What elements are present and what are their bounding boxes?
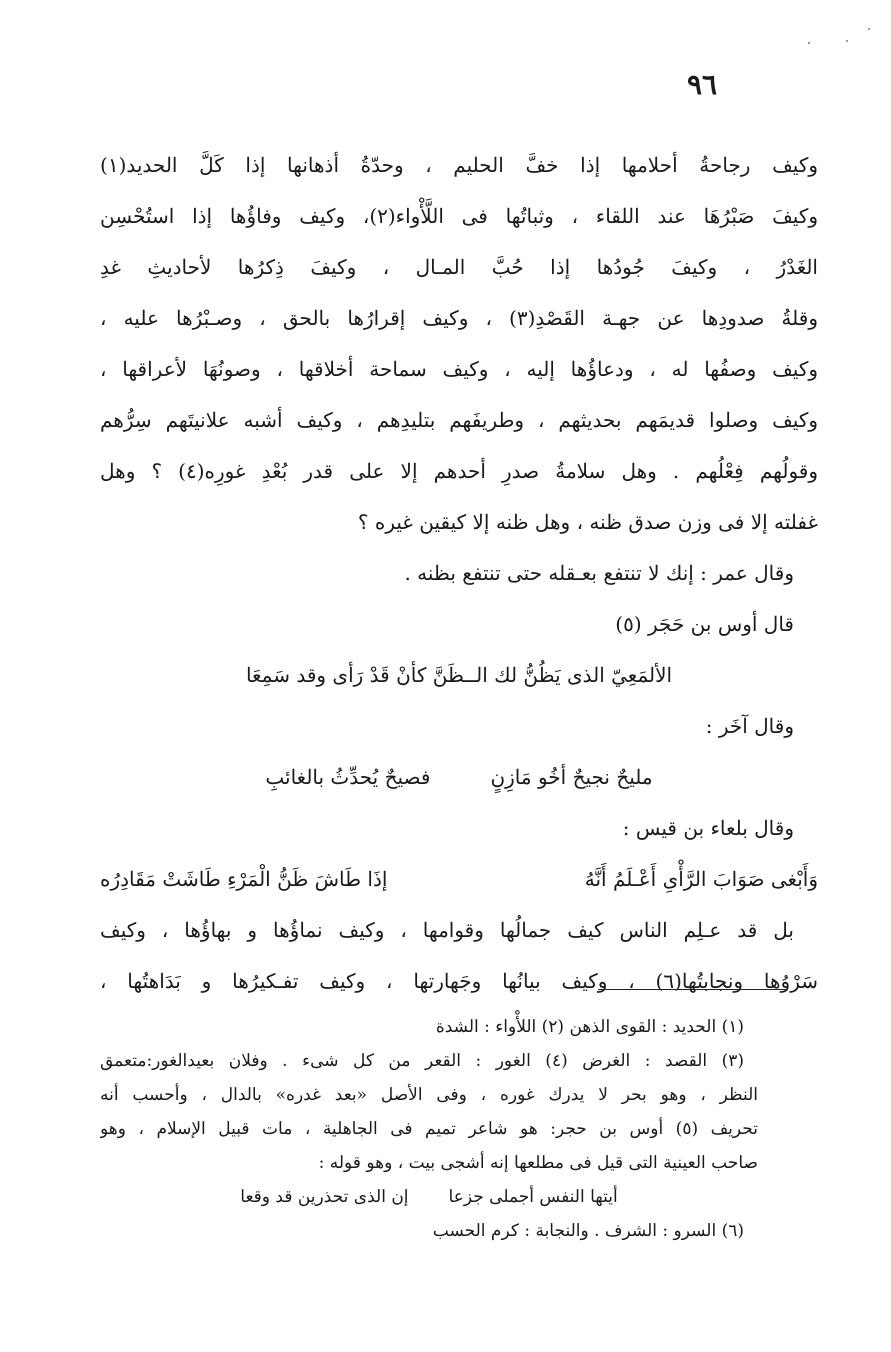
text-line: بل قد عـلِم الناس كيف جمالُها وقوامها ، وكيف نماؤُها و بهاؤُها ، وكيف: [100, 918, 794, 942]
scan-speck: [846, 40, 848, 42]
verse-first-hemistich: أيتها النفس أجملى جزعا: [448, 1187, 618, 1207]
verse-first-hemistich: مليحٌ نجيحٌ أخُو مَازِنٍ: [490, 765, 653, 789]
footnote-line: صاحب العينية التى قيل فى مطلعها إنه أشجى بيت ، وهو قوله :: [318, 1153, 758, 1173]
verse-second-hemistich: إن الذى تحذرين قد وقعا: [240, 1187, 409, 1207]
scan-speck: [808, 42, 810, 44]
text-line: وكيفَ صَبْرُهَا عند اللقاء ، وثباتُها فى اللَّأْواء(٢)، وكيف وفاؤُها إذا استُحْسِن: [100, 204, 818, 228]
text-line: سَرْوُها ونجابتُها(٦) ، وكيف بيانُها وجَهارتها ، وكيف تفـكيرُها و بَدَاهتُها ،: [100, 969, 818, 993]
text-line: وكيف وصلوا قديمَهم بحديثهم ، وطريفَهم بتليدِهم ، وكيف أشبه علانيتَهم سِرُّهم: [100, 408, 818, 432]
scan-speck: [868, 28, 870, 30]
footnote-line: (١) الحديد : القوى الذهن (٢) اللأْواء : الشدة: [435, 1017, 744, 1037]
text-line: وكيف رجاحةُ أحلامها إذا خفَّ الحليم ، وحدّةُ أذهانها إذا كَلَّ الحديد(١): [100, 153, 818, 177]
text-line: وقلةُ صدودِها عن جهـة القَصْدِ(٣) ، وكيف إقرارُها بالحق ، وصـبْرُها عليه ،: [100, 306, 818, 330]
other-verse: [100, 752, 818, 803]
verse-second-hemistich: إذَا طَاشَ ظَنُّ الْمَرْءِ طَاشَتْ مَقَادِرُه: [100, 867, 388, 891]
verse-first-hemistich: الألمَعِيّ الذى يَظُنُّ لك الـ: [470, 663, 673, 687]
text-line: وكيف وصفُها له ، ودعاؤُها إليه ، وكيف سماحة أخلاقها ، وصونُهَا لأعراقها ،: [100, 357, 818, 381]
other-intro: وقال آخَر :: [705, 714, 794, 738]
verse-first-hemistich: وَأَبْغى صَوَابَ الرَّأْىِ أَعْـلَمُ أَنَّهُ: [584, 867, 818, 891]
verse-second-hemistich: فصيحٌ يُحدِّثُ بالغائبِ: [265, 765, 431, 789]
footnote-verse: [100, 1180, 758, 1214]
footnote-separator: [598, 989, 788, 990]
footnotes: [100, 1010, 758, 1248]
balaa-intro: وقال بلعاء بن قيس :: [622, 816, 794, 840]
text-line: الغَدْرُ ، وكيفَ جُودُها إذا حُبَّ المـال ، وكيفَ ذِكرُها لأحاديثِ غدِ: [100, 255, 818, 279]
text-line: وقولُهم فِعْلُهم . وهل سلامةُ صدرِ أحدهم إلا على قدر بُعْدِ غورِه(٤) ؟ وهل: [100, 459, 818, 483]
omar-quote: وقال عمر : إنك لا تنتفع بعـقله حتى تنتفع بظنه .: [404, 561, 794, 585]
footnote-line: (٦) السرو : الشرف . والنجابة : كرم الحسب: [432, 1221, 744, 1241]
text-line: غفلته إلا فى وزن صدق ظنه ، وهل ظنه إلا كيقين غيره ؟: [357, 510, 818, 534]
verse-second-hemistich: ـظَنَّ كأنْ قَدْ رَأى وقد سَمِعَا: [245, 663, 471, 687]
footnote-line: تحريف (٥) أوس بن حجر: هو شاعر تميم فى الجاهلية ، مات قبيل الإسلام ، وهو: [100, 1119, 758, 1139]
main-text: [100, 140, 818, 1007]
aws-verse: [100, 650, 818, 701]
balaa-verse: [100, 854, 818, 905]
page-number: ٩٦: [686, 68, 718, 101]
aws-intro: قال أوس بن حَجَر (٥): [615, 612, 794, 636]
footnote-line: النظر ، وهو بحر لا يدرك غوره ، وفى الأصل «بعد غدره» بالدال ، وأحسب أنه: [100, 1085, 758, 1105]
footnote-line: (٣) القصد : الغرض (٤) الغور : القعر من كل شىء . وفلان بعيدالغور:متعمق: [100, 1051, 745, 1071]
